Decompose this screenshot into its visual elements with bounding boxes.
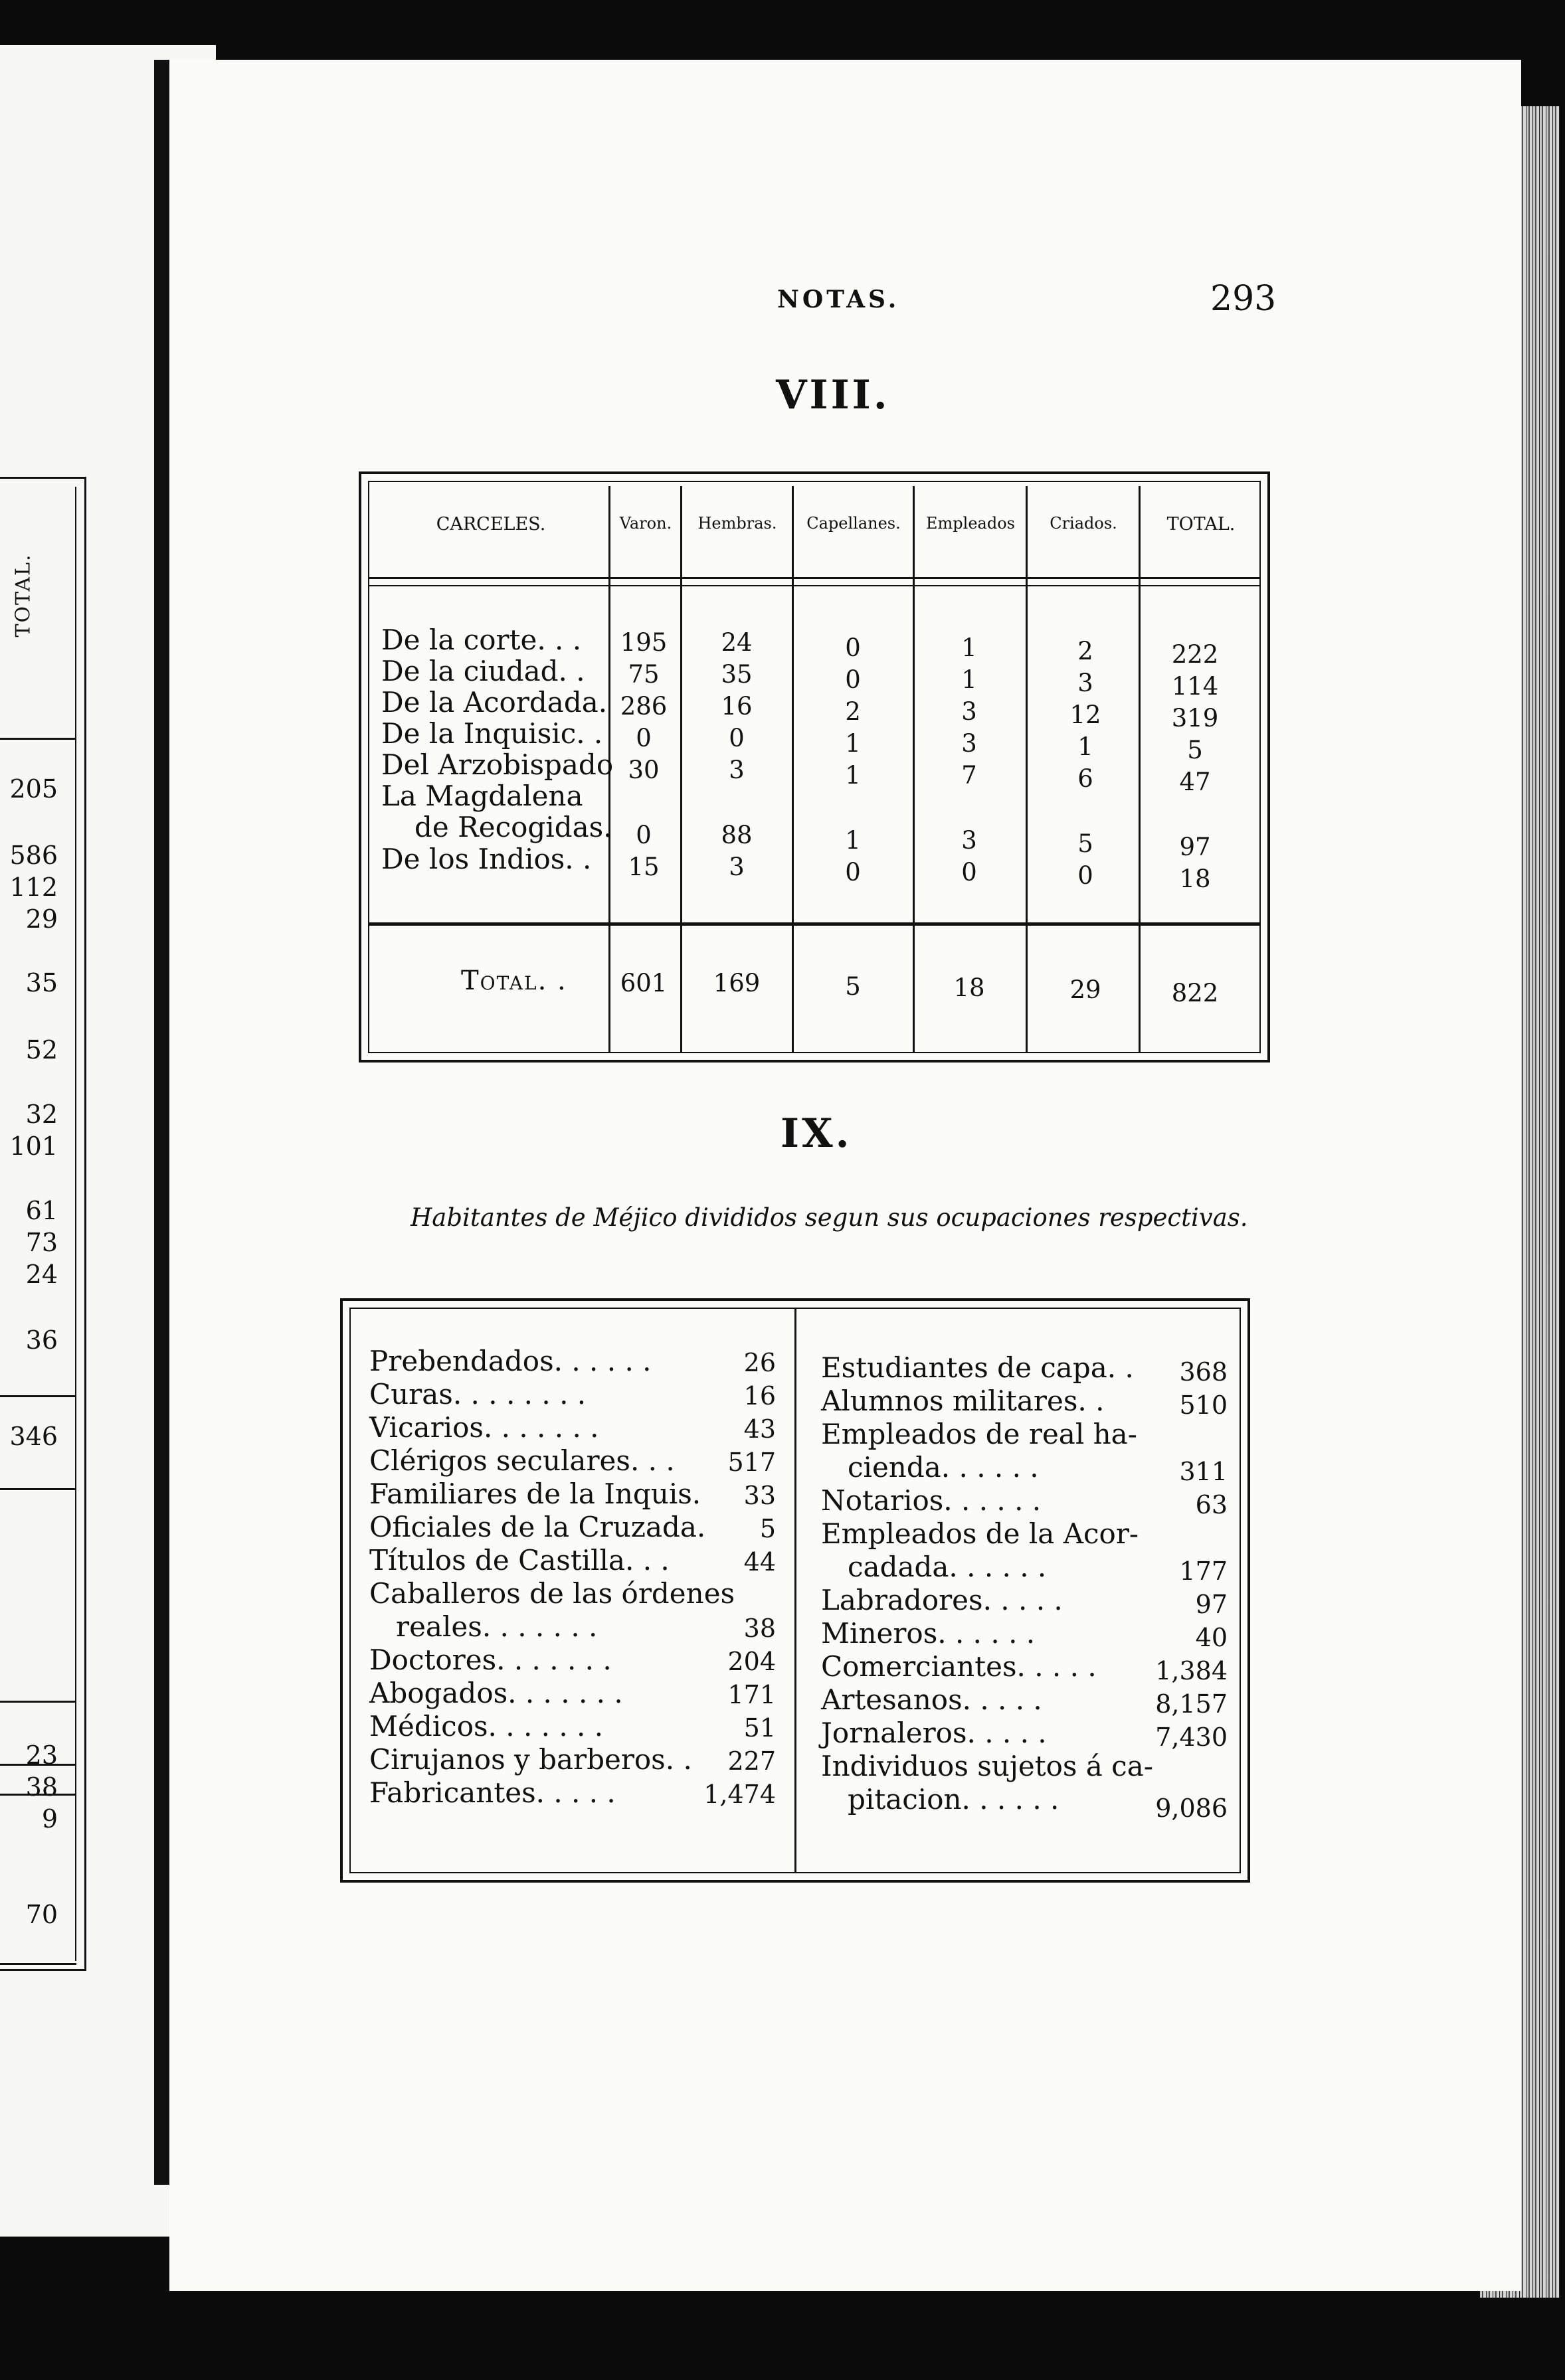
occupation-label: pitacion. . . . . . [848, 1783, 1059, 1816]
previous-page-number: 23 [25, 1741, 58, 1770]
table-cell: 286 [620, 692, 668, 721]
occupation-count: 40 [1195, 1623, 1228, 1652]
occupation-count: 63 [1195, 1490, 1228, 1519]
table-cell: 30 [628, 756, 660, 784]
table-cell: 7 [961, 761, 977, 790]
occupation-count: 177 [1179, 1557, 1228, 1586]
row-label: De los Indios. . [381, 843, 592, 875]
occupation-count: 43 [743, 1414, 776, 1444]
section-ix-subtitle: Habitantes de Méjico divididos segun sus ocupaciones respectivas. [411, 1203, 1248, 1232]
table-cell: 114 [1171, 672, 1219, 701]
occupation-label: Vicarios. . . . . . . [369, 1411, 599, 1444]
occupation-label: cadada. . . . . . [848, 1551, 1047, 1583]
previous-page-table-header [0, 485, 66, 705]
table-cell: 35 [721, 660, 753, 689]
occupation-label: Prebendados. . . . . . [369, 1345, 652, 1377]
occupation-label: Artesanos. . . . . [821, 1683, 1042, 1716]
occupation-label: Títulos de Castilla. . . [369, 1544, 670, 1576]
table-cell: 0 [729, 724, 745, 752]
previous-page-number: 70 [25, 1900, 58, 1929]
occupation-label: Jornaleros. . . . . [821, 1717, 1047, 1749]
table-cell: 5 [1077, 829, 1093, 858]
previous-page-number: 36 [25, 1325, 58, 1355]
total-cell: 29 [1069, 976, 1101, 1004]
column-divider [913, 486, 915, 1052]
previous-page-rule [0, 1488, 76, 1490]
previous-page-total-header: TOTAL. [11, 552, 35, 638]
table-cell: 12 [1069, 701, 1101, 729]
table-cell: 2 [1077, 637, 1093, 665]
occupation-label: Curas. . . . . . . . [369, 1378, 587, 1410]
occupation-label: Oficiales de la Cruzada. [369, 1511, 706, 1543]
previous-page-number: 38 [25, 1772, 58, 1802]
table-cell: 3 [961, 729, 977, 758]
prisons-table [359, 471, 1270, 1062]
column-divider [794, 1308, 796, 1873]
occupation-label: Comerciantes. . . . . [821, 1650, 1097, 1683]
occupation-count: 368 [1179, 1357, 1228, 1387]
occupation-count: 5 [759, 1514, 776, 1543]
table-cell: 0 [845, 665, 861, 694]
previous-page-number: 24 [25, 1260, 58, 1289]
header-hembras: Hembras. [697, 514, 777, 533]
occupation-label: Caballeros de las órdenes [369, 1577, 735, 1610]
header-rule [368, 577, 1261, 579]
table-cell: 88 [721, 821, 753, 849]
header-carceles: CARCELES. [436, 514, 546, 535]
table-cell: 319 [1171, 704, 1219, 732]
column-divider [792, 486, 794, 1052]
occupation-count: 171 [727, 1680, 776, 1709]
header-rule [368, 585, 1261, 586]
previous-page-number: 35 [25, 968, 58, 997]
total-cell: 169 [713, 969, 761, 997]
occupation-count: 8,157 [1155, 1689, 1228, 1719]
table-cell: 24 [721, 628, 753, 657]
header-capellanes: Capellanes. [806, 514, 901, 533]
row-label: Del Arzobispado [381, 748, 614, 781]
table-cell: 0 [845, 858, 861, 887]
row-label: De la Inquisic. . [381, 717, 603, 750]
table-cell: 3 [729, 853, 745, 881]
row-label: de Recogidas. [414, 811, 612, 843]
total-rule [368, 922, 1261, 926]
header-varon: Varon. [619, 514, 672, 533]
previous-page-number: 112 [9, 873, 58, 902]
column-divider [680, 486, 682, 1052]
occupation-label: Clérigos seculares. . . [369, 1444, 675, 1477]
book-spine [154, 60, 170, 2185]
occupation-count: 44 [743, 1547, 776, 1576]
table-cell: 6 [1077, 764, 1093, 793]
running-head: NOTAS. [777, 286, 900, 313]
previous-page-number: 29 [25, 904, 58, 934]
row-label: De la corte. . . [381, 624, 582, 656]
table-cell: 0 [845, 634, 861, 662]
occupation-label: Mineros. . . . . . [821, 1617, 1036, 1650]
occupation-count: 1,474 [703, 1780, 776, 1809]
table-cell: 3 [1077, 669, 1093, 697]
section-viii-title: VIII. [776, 372, 890, 418]
occupation-label: reales. . . . . . . [396, 1610, 598, 1643]
occupation-count: 51 [743, 1713, 776, 1742]
occupation-label: Familiares de la Inquis. [369, 1478, 701, 1510]
occupation-label: Notarios. . . . . . [821, 1484, 1042, 1517]
table-cell: 1 [1077, 732, 1093, 761]
occupation-count: 227 [727, 1746, 776, 1776]
occupation-label: Empleados de real ha- [821, 1418, 1137, 1450]
table-cell: 0 [636, 724, 652, 752]
occupation-count: 204 [727, 1647, 776, 1676]
table-cell: 3 [729, 756, 745, 784]
occupation-label: Empleados de la Acor- [821, 1517, 1139, 1550]
occupation-count: 510 [1179, 1391, 1228, 1420]
table-cell: 2 [845, 697, 861, 726]
table-cell: 1 [961, 665, 977, 694]
previous-page-rule [0, 1395, 76, 1397]
table-cell: 16 [721, 692, 753, 721]
table-cell: 3 [961, 697, 977, 726]
total-cell: 822 [1171, 979, 1219, 1007]
table-cell: 0 [1077, 861, 1093, 890]
previous-page-number: 9 [41, 1804, 58, 1833]
previous-page-number: 205 [9, 774, 58, 804]
previous-page-number: 586 [9, 841, 58, 870]
table-cell: 75 [628, 660, 660, 689]
occupation-count: 1,384 [1155, 1656, 1228, 1685]
table-cell: 18 [1179, 865, 1211, 893]
previous-page-rule [0, 1963, 76, 1965]
table-cell: 0 [636, 821, 652, 849]
occupation-count: 7,430 [1155, 1723, 1228, 1752]
occupation-count: 26 [743, 1348, 776, 1377]
occupation-count: 97 [1195, 1590, 1228, 1619]
row-label: La Magdalena [381, 780, 583, 812]
section-ix-title: IX. [781, 1110, 852, 1157]
occupation-label: Alumnos militares. . [821, 1385, 1105, 1417]
occupation-count: 9,086 [1155, 1794, 1228, 1823]
table-cell: 5 [1187, 736, 1203, 764]
header-criados: Criados. [1050, 514, 1117, 533]
table-cell: 97 [1179, 833, 1211, 861]
row-label: De la Acordada. [381, 686, 608, 719]
table-cell: 47 [1179, 768, 1211, 796]
table-cell: 3 [961, 826, 977, 855]
occupation-label: Individuos sujetos á ca- [821, 1750, 1153, 1782]
column-divider [1139, 486, 1141, 1052]
column-divider [1026, 486, 1028, 1052]
occupation-label: Abogados. . . . . . . [369, 1677, 623, 1709]
header-total: TOTAL. [1166, 514, 1236, 535]
occupation-label: Estudiantes de capa. . [821, 1351, 1134, 1384]
occupation-label: Labradores. . . . . [821, 1584, 1063, 1616]
table-cell: 0 [961, 858, 977, 887]
occupation-label: Cirujanos y barberos. . [369, 1743, 692, 1776]
previous-page-rule [0, 1701, 76, 1703]
occupation-count: 38 [743, 1614, 776, 1643]
table-cell: 195 [620, 628, 668, 657]
previous-page-number: 61 [25, 1196, 58, 1225]
occupation-label: cienda. . . . . . [848, 1451, 1039, 1484]
table-cell: 1 [845, 826, 861, 855]
table-cell: 1 [845, 761, 861, 790]
total-cell: 5 [845, 972, 861, 1001]
total-cell: 18 [953, 974, 985, 1002]
occupation-label: Fabricantes. . . . . [369, 1776, 616, 1809]
table-cell: 1 [961, 634, 977, 662]
row-label: De la ciudad. . [381, 655, 585, 687]
previous-page-table [0, 477, 86, 1971]
previous-page-number: 52 [25, 1035, 58, 1064]
occupation-count: 311 [1179, 1457, 1228, 1486]
previous-page-rule [0, 738, 76, 740]
previous-page-number: 73 [25, 1228, 58, 1257]
header-empleados: Empleados [926, 514, 1015, 533]
occupation-label: Médicos. . . . . . . [369, 1710, 604, 1742]
occupations-table [340, 1298, 1250, 1883]
occupation-count: 16 [743, 1381, 776, 1410]
occupation-label: Doctores. . . . . . . [369, 1644, 612, 1676]
previous-page-number: 32 [25, 1100, 58, 1129]
occupation-count: 33 [743, 1481, 776, 1510]
table-cell: 15 [628, 853, 660, 881]
occupation-count: 517 [727, 1448, 776, 1477]
table-cell: 222 [1171, 640, 1219, 669]
previous-page-number: 101 [9, 1132, 58, 1161]
total-cell: 601 [620, 969, 668, 997]
table-cell: 1 [845, 729, 861, 758]
previous-page-number: 346 [9, 1422, 58, 1451]
page-number: 293 [1210, 279, 1277, 319]
total-label: Total. . [461, 966, 567, 996]
